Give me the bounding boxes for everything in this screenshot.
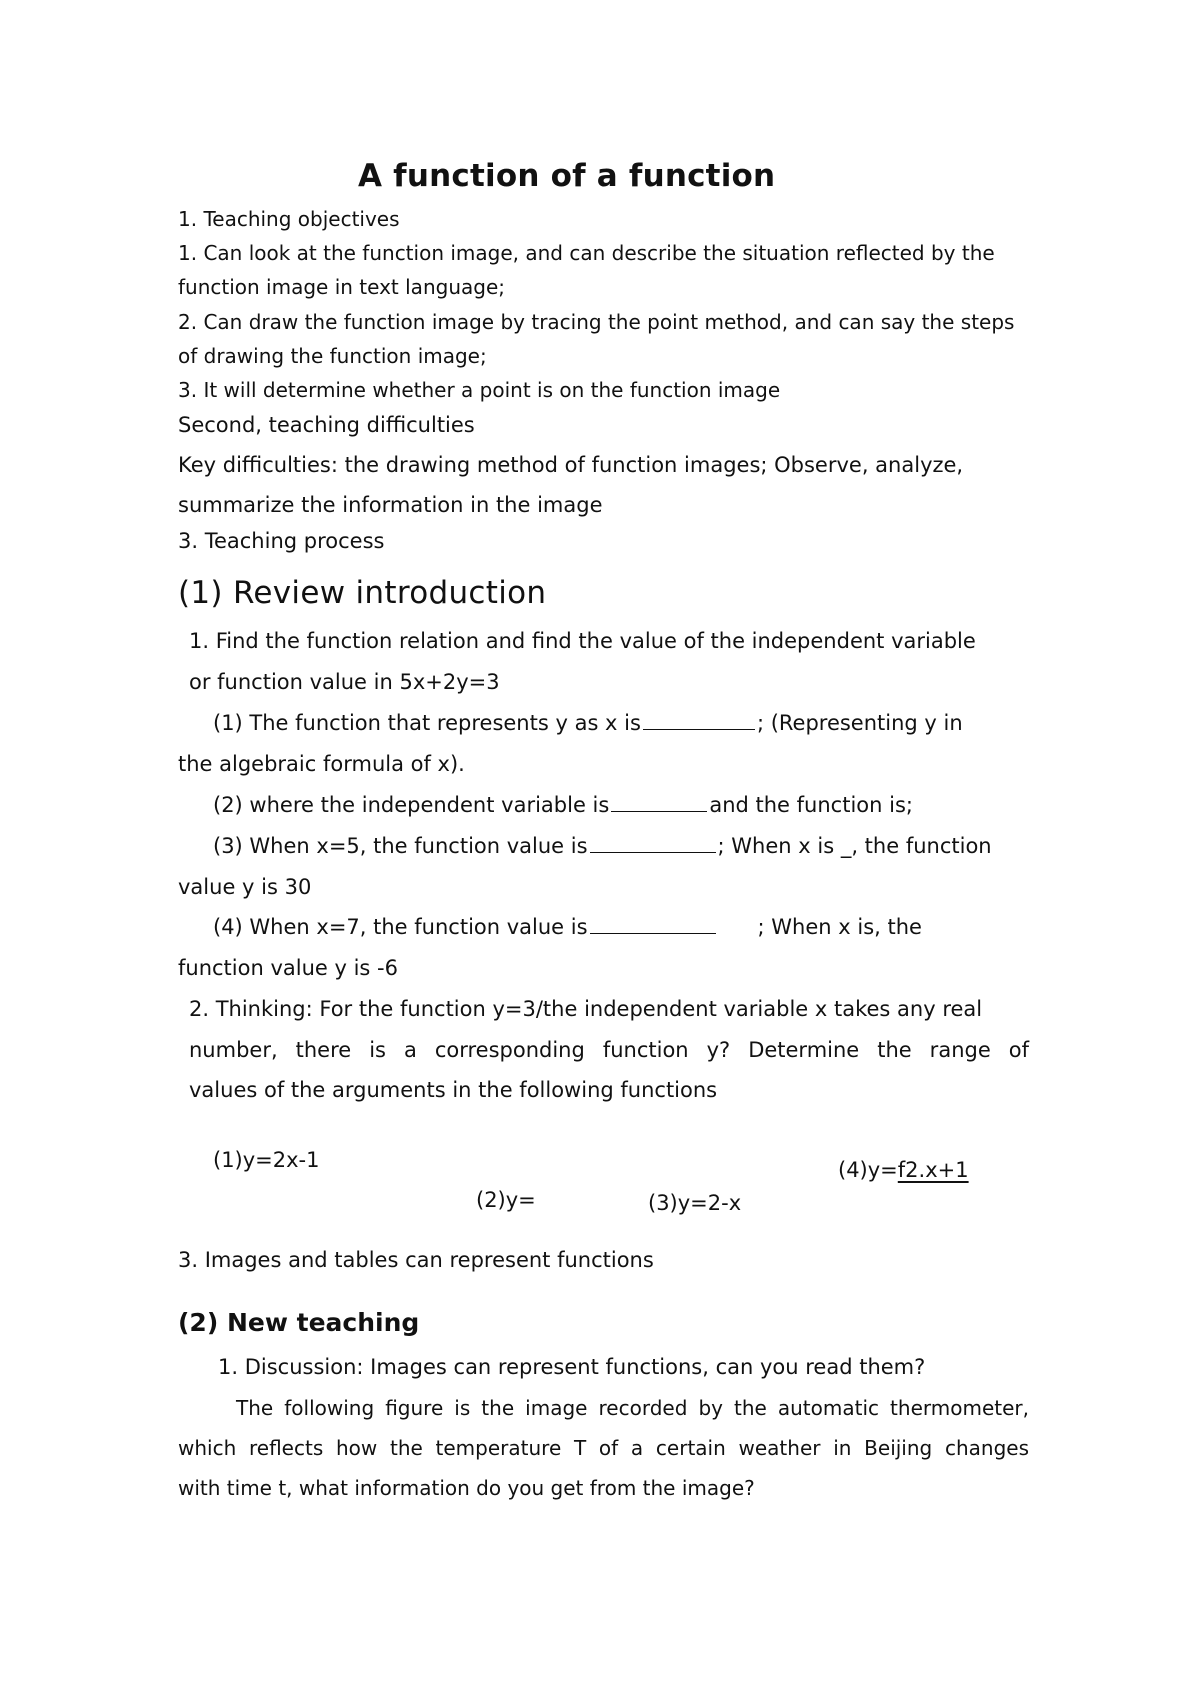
review-part-2-text-2: and the function is; <box>709 793 913 817</box>
review-part-1-line-2: the algebraic formula of x). <box>178 752 465 776</box>
key-difficulties-line-2: summarize the information in the image <box>178 493 603 517</box>
section-heading-difficulties: Second, teaching difficulties <box>178 413 475 437</box>
objective-2-line-1: 2. Can draw the function image by tracing the point method, and can say the steps <box>178 310 1015 334</box>
review-heading: (1) Review introduction <box>178 575 547 611</box>
review-part-1-text: (1) The function that represents y as x is <box>213 711 641 735</box>
section-heading-process: 3. Teaching process <box>178 529 385 553</box>
function-4 <box>838 1158 969 1182</box>
paragraph-line-2: which reflects how the temperature T of a certain weather in Beijing changes <box>178 1436 1029 1460</box>
answer-blank <box>590 932 716 934</box>
objective-2-line-2: of drawing the function image; <box>178 344 487 368</box>
objective-1-line-1: 1. Can look at the function image, and can describe the situation reflected by the <box>178 241 995 265</box>
review-part-4 <box>213 915 922 939</box>
review-part-3-text-2: ; When x is _, the function <box>717 834 992 858</box>
review-part-3-line-2: value y is 30 <box>178 875 312 899</box>
review-part-2-text: (2) where the independent variable is <box>213 793 610 817</box>
answer-blank <box>643 728 755 730</box>
review-part-1 <box>213 711 963 735</box>
paragraph-line-3: with time t, what information do you get from the image? <box>178 1476 755 1500</box>
function-3: (3)y=2-x <box>648 1191 742 1215</box>
review-part-4-text-2: ; When x is, the <box>757 915 922 939</box>
review-part-3 <box>213 834 992 858</box>
review-q2-line-1: 2. Thinking: For the function y=3/the independent variable x takes any real <box>189 997 983 1021</box>
objective-3: 3. It will determine whether a point is on the function image <box>178 378 781 402</box>
review-q3: 3. Images and tables can represent functions <box>178 1248 654 1272</box>
function-1: (1)y=2x-1 <box>213 1148 320 1172</box>
objective-1-line-2: function image in text language; <box>178 275 505 299</box>
review-q2-line-3: values of the arguments in the following functions <box>189 1078 718 1102</box>
section-heading-objectives: 1. Teaching objectives <box>178 207 400 231</box>
discussion-item: 1. Discussion: Images can represent functions, can you read them? <box>218 1355 926 1379</box>
review-part-1-text-2: ; (Representing y in <box>756 711 963 735</box>
review-part-4-text: (4) When x=7, the function value is <box>213 915 588 939</box>
new-teaching-heading: (2) New teaching <box>178 1308 420 1337</box>
document-title: A function of a function <box>358 158 776 194</box>
review-q2-line-2: number, there is a corresponding function y? Determine the range of <box>189 1038 1029 1062</box>
function-4-prefix: (4)y= <box>838 1158 898 1182</box>
review-part-2 <box>213 793 913 817</box>
review-part-4-line-2: function value y is -6 <box>178 956 398 980</box>
key-difficulties-line-1: Key difficulties: the drawing method of function images; Observe, analyze, <box>178 453 964 477</box>
paragraph-line-1: The following figure is the image recorded by the automatic thermometer, <box>236 1396 1029 1420</box>
review-part-3-text: (3) When x=5, the function value is <box>213 834 588 858</box>
review-q1-line-1: 1. Find the function relation and find the value of the independent variable <box>189 629 976 653</box>
function-2: (2)y= <box>476 1188 536 1212</box>
answer-blank <box>611 810 707 812</box>
review-q1-line-2: or function value in 5x+2y=3 <box>189 670 500 694</box>
answer-blank <box>590 851 716 853</box>
function-4-expression: f2.x+1 <box>897 1158 969 1182</box>
